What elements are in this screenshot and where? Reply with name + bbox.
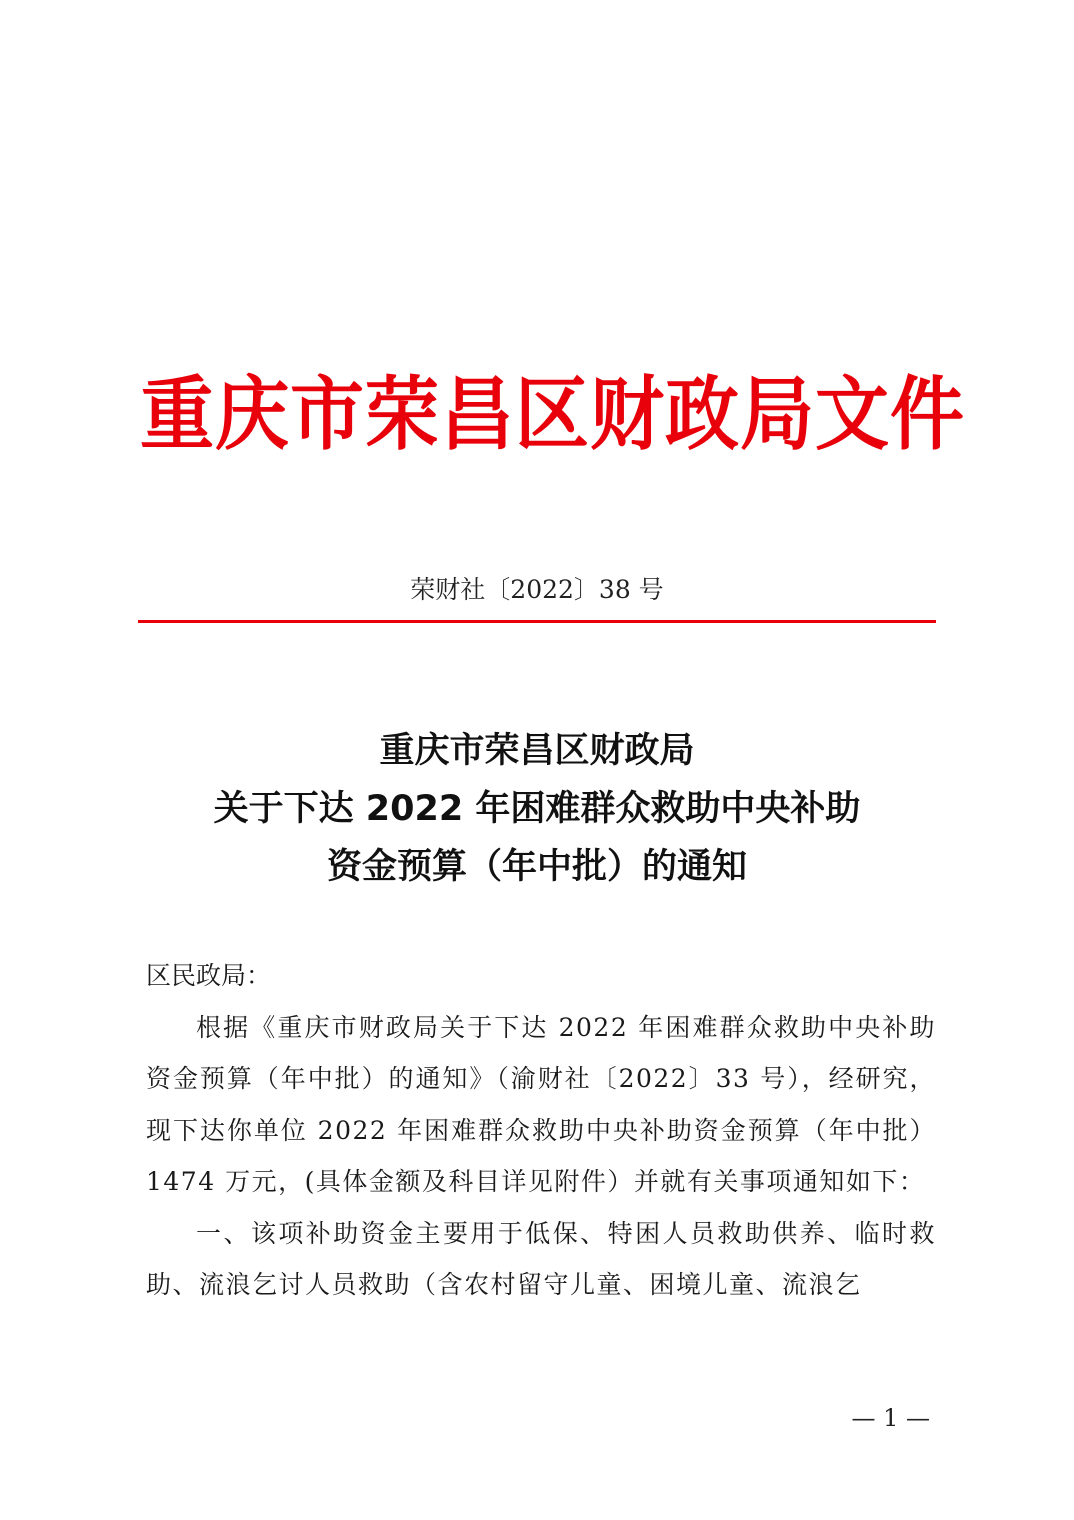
body-paragraph-2: 一、该项补助资金主要用于低保、特困人员救助供养、临时救助、流浪乞讨人员救助（含农村留守儿童、困境儿童、流浪乞 — [146, 1218, 936, 1299]
body-paragraph-1: 根据《重庆市财政局关于下达 2022 年困难群众救助中央补助资金预算（年中批）的通知》（渝财社〔2022〕33 号），经研究，现下达你单位 2022 年困难群众救助中央补助资金预算（年中批）1474 万元，(具体金额及科目详见附件）并就有关事项通知如下： — [146, 1012, 936, 1196]
red-divider — [138, 620, 936, 623]
notice-title-line-2: 关于下达 2022 年困难群众救助中央补助 — [213, 789, 861, 829]
document-number: 荣财社〔2022〕38 号 — [410, 575, 664, 604]
notice-title-line-1: 重庆市荣昌区财政局 — [379, 731, 695, 771]
page-number: — 1 — — [851, 1404, 930, 1432]
salutation: 区民政局： — [146, 961, 272, 990]
notice-title — [140, 722, 934, 896]
notice-title-line-3: 资金预算（年中批）的通知 — [326, 847, 747, 887]
notice-body — [146, 950, 936, 1311]
masthead-title: 重庆市荣昌区财政局文件 — [140, 368, 965, 462]
